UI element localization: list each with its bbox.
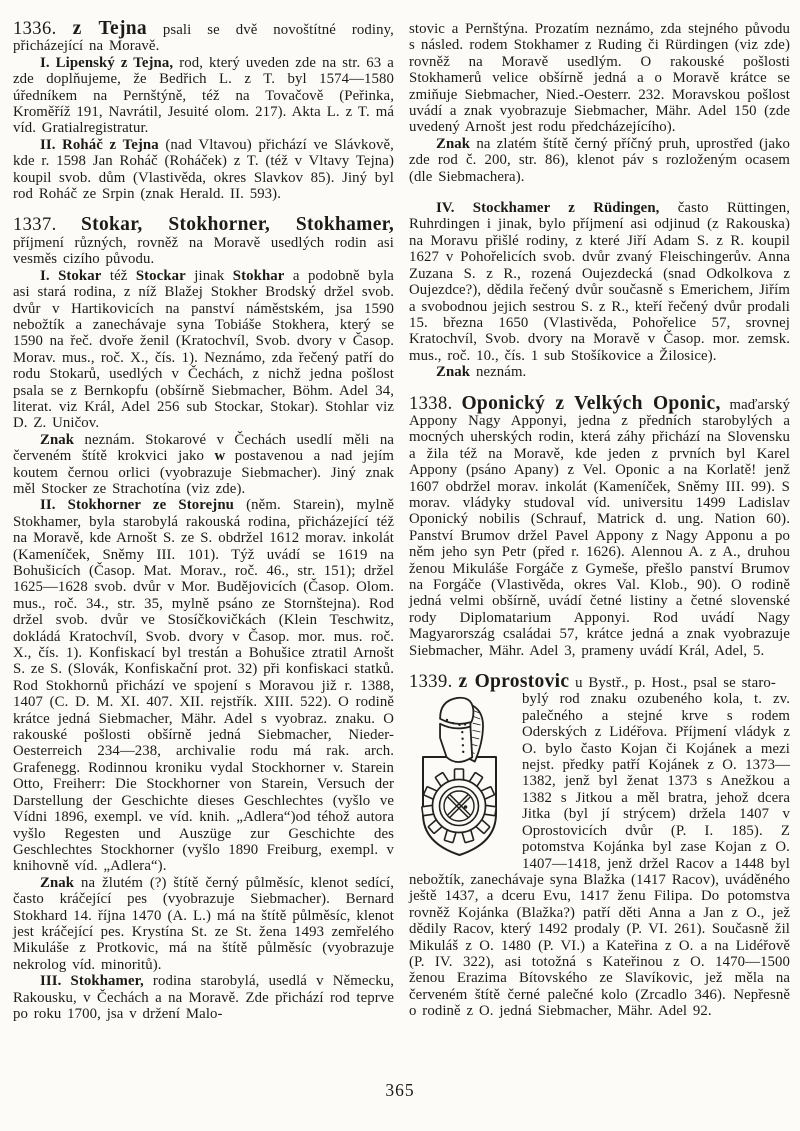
paragraph-znak: [13, 875, 394, 973]
paragraph-text: často Rüttingen, Ruhrdingen i jinak, bylo příjmení asi odjinud (z Rakouska) na Moravu přišlé rodiny, z které Jiří Adam S. z R. koupil 1627 v Pohořelicích svob. dvůr zvaný Fleischingerův. Anna Zuzana S. z R., rozená Oujezdecká (snad Odkolkova z Oujezdce?), dědila řečený dvůr současně s Emerichem, Jiřím a svobodnou jejich sestrou S. z R., kteří řečený dvůr prodali 15. března 1650 (Vlastivěda, Pohořelice 57, srovnej Kratochvíl, Svob. dvory na Moravě v Časop. mor. zemsk. mus., roč. 10., čís. 1 sub Stošíkovice a Žilosice).: [409, 200, 791, 364]
paragraph: [13, 973, 394, 1022]
coat-of-arms-illustration: [409, 694, 512, 866]
paragraph-lead: I. Stokar: [40, 267, 102, 284]
entry-number: 1336.: [13, 19, 57, 39]
right-column: [409, 21, 790, 1022]
paragraph-lead: IV. Stockhamer z Rüdingen,: [436, 200, 660, 217]
paragraph-text: a podobně byla asi stará rodina, z níž Blažej Stokher Brodský držel svob. dvůr v Hartikovicích na panství náměstském, jsa 1590 nebožtík a zanechávaje syna Tobiáše Stokhera, který se 1590 na řeč. dvoře ženil (Kratochvíl, Svob. dvory v Časop. Morav. mus., roč. X., čís. 1). Neznámo, zda řečený patří do rodu Stokarů, usedlých v Čechách, z nichž jedna pošlost psala se z Bernkopfu (obšírně Siebmacher, Böhm. Adel 34, literat. viz Král, Adel 256 sub Stockar, Stokar). Stohlar viz D. Z. Uničov.: [13, 267, 394, 432]
entry-number: 1337.: [13, 215, 57, 236]
paragraph-text: (něm. Starein), mylně Stokhamer, byla starobylá rakouská rodina, přicházející též na Moravě, kde Arnošt S. ze S. obdržel 1612 morav. inkolát (Kameníček, Sněmy III. 101). Týž uvádí se 1619 na Bohušicích (Časop. Mat. Morav., roč. 46., str. 151); držel 1625—1628 svob. dvůr v Mor. Budějovicích (Časop. Olom. mus., roč. 34., str. 35, mylně psáno ze Stornštejna). Rod držel svob. dvůr ve Stosíčkovičkách (Klein Teschwitz, dokládá Kratochvíl, Svob. dvory v Časop. mor. mus. roč. X., čís. 1). Konfiskací byl trestán a Bohušice ztratil Arnošt S. ze S. (Slovák, Konfiskační prot. 32) při konfiskaci statků. Rod Stokhornů přichází ve spojení s Moravou již r. 1388, 1407 (C. D. M. XI. 407. XII. rejstřík. XIII. 522). O rodině krátce jedná Siebmacher, Mähr. Adel s vyobraz. znaku. O rakouské pošlosti obšírně jedná Siebmacher, Nieder-Oesterreich 234—238, archivalie rodu má rak. arch. Grafenegg. Rodinnou kroniku vydal Stockhorner v. Starein Otto, Freiherr: Die Stockhorner von Starein, Versuch der Darstellung der Geschichte dieses Geschlechtes (vyšlo ve Vídni 1896, exempl. ve víd. knih. „Adlera“)od téhož autora vyšlo Regesten und Auszüge zur Geschichte des Geschlechtes Stockhorner (vyšlo 1890 Freiburg, exempl. v knihovně víd. „Adlera“).: [13, 497, 394, 875]
paragraph: [409, 200, 790, 364]
paragraph-text: neznám. Stokarové v Čechách usedlí měli na červeném štítě krokvici jako: [13, 431, 394, 465]
great-helm: [436, 696, 486, 765]
entry-title: z Oprostovic: [458, 671, 570, 693]
left-column: [13, 18, 394, 1022]
entry-title: Stokar, Stokhorner, Stokhamer,: [81, 214, 394, 236]
paragraph: [13, 497, 394, 874]
paragraph-znak: [409, 136, 790, 185]
entry-1336-heading: [13, 18, 394, 55]
paragraph-lead: II. Roháč z Tejna: [40, 136, 159, 153]
paragraph-text: (nad Vltavou) přichází ve Slávkově, kde r. 1598 Jan Roháč (Roháček) z T. (též v Vltavy Tejna) koupil svob. dům (Vlastivěda, okres Slavkov 85). Jiný byl rod Roháč ze Srpin (znak Herald. II. 593).: [13, 136, 394, 203]
paragraph-text: stovic a Pernštýna. Prozatím neznámo, zda stejného původu s násled. rodem Stokhamer z Ruding či Rürdingen (viz zde) rovněž na Moravě usedlým. O rakouské pošlosti Stokhamerů velice obšírně jedná a o Moravě krátce se zmiňuje Siebmacher, Nied.-Oesterr. 232. Moravskou pošlost uvádí a znak vyobrazuje Siebmacher, Mähr. Adel 150 (zde uvedený Arnošt jest rodu předcházejícího).: [409, 21, 790, 136]
entry-number: 1338.: [409, 393, 453, 414]
paragraph-text: na žlutém (?) štítě černý půlměsíc, klenot sedící, často kráčející pes (vyobrazuje Siebmacher). Bernard Stokhard 14. října 1470 (A. L.) má na štítě půlměsíc, klenot jest kráčející pes. Krystína St. ze St. žena 1493 zemřelého Mikuláše z Protkovic, má na štítě půlměsíc (vyobrazuje nekrolog víd. minoritů).: [13, 874, 394, 973]
entry-title: Oponický z Velkých Oponic,: [461, 392, 721, 414]
entry-1336: [13, 18, 394, 203]
name-variant: Stockar: [135, 267, 186, 284]
entry-1339: [409, 671, 790, 1020]
entry-intro: psali se dvě novoštítné rodiny, přicházející na Moravě.: [13, 22, 394, 55]
entry-1339-heading: [409, 671, 790, 693]
continuation-paragraph: [409, 21, 790, 136]
name-variant: Stokhar: [232, 267, 285, 284]
paragraph-text: postavenou a nad jejím koutem černou orlici (vyobrazuje Siebmacher). Jiný znak měl Stocker ze Strachotína (viz zde).: [13, 448, 394, 497]
paragraph-znak: [409, 364, 790, 380]
paragraph-lead: Znak: [436, 364, 471, 381]
paragraph-text: na zlatém štítě černý příčný pruh, uprostřed (jako zde rod č. 200, str. 86), klenot páv s rozloženým ocasem (dle Siebmachera).: [409, 135, 790, 185]
paragraph-text: neznám.: [475, 364, 527, 381]
paragraph-lead: Znak: [40, 874, 75, 891]
entry-1337-heading: [13, 214, 394, 268]
page-number: 365: [385, 1080, 415, 1100]
paragraph-lead: Znak: [436, 135, 471, 152]
paragraph-text: jinak: [194, 267, 225, 284]
entry-1338: [409, 392, 790, 660]
paragraph: [13, 137, 394, 203]
paragraph-lead: Znak: [40, 431, 75, 448]
entry-intro: u Bystř., p. Host., psal se staro-: [575, 675, 776, 692]
paragraph-znak: [13, 432, 394, 498]
entry-1339-body: [409, 691, 790, 1019]
paragraph-lead: III. Stokhamer,: [40, 973, 144, 990]
paragraph-text: též: [109, 267, 128, 284]
entry-1338-heading: [409, 392, 790, 660]
paragraph-text: rodina starobylá, usedlá v Německu, Rakousku, v Čechách a na Moravě. Zde přichází rod teprve po roku 1700, jsa v držení Malo-: [13, 973, 394, 1022]
entry-number: 1339.: [409, 672, 453, 693]
paragraph-lead: II. Stokhorner ze Storejnu: [40, 497, 234, 514]
paragraph: [13, 268, 394, 432]
entry-intro: maďarský Appony Nagy Apponyi, jedna z předních starobylých a mocných uherských rodin, která záhy přichází na Slovensku a žila též na Moravě, kde jeden z prvních byl Karel Appony (psáno Apany) z Vel. Oponic a na Korlatě! jenž 1607 obdržel morav. inkolát (Kameníček, Sněmy III. 99). S morav. vládyky studoval víd. universitu 1499 Ladislav Oponický nobilis (Schrauf, Matrick d. ung. Nation 60). Panství Brumov držel Pavel Appony z Nagy Apponu a po něm jeho syn Petr (před r. 1626). Alennou A. z A., druhou ženou Mikuláše Forgáče z Gymeše, přešlo panství Brumov na Forgáče (Vlastivěda, okres Val. Klob., 90). O rodině jedná velmi obšírně, uvádí četné listiny a četné slovenské rody Diplomatarium Apponyi. Rod uvádí Nagy Magyarország családai 57, krátce jedná a znak vyobrazuje Siebmacher, Mähr. Adel 3, prameny uvádí Král, Adel, 5.: [409, 396, 790, 659]
chevron-mark-glyph: w: [214, 448, 225, 465]
paragraph-lead: I. Lipenský z Tejna,: [40, 54, 174, 71]
entry-title: z Tejna: [72, 18, 147, 39]
entry-1337: [13, 214, 394, 1022]
paragraph: [13, 55, 394, 137]
entry-intro: příjmení různých, rovněž na Moravě usedlých rodin asi vesměs cizího původu.: [13, 234, 394, 268]
paragraph-text: bylý rod znaku ozubeného kola, t. zv. palečného a stejné krve s rodem Oderských z Lidéřova. Příjmení vládyk z O. bylo často Kojan či Kojánek a mezi nejst. předky patří Kojánek z O. 1373—1382, jenž byl ženat 1373 s Anežkou a 1382 s Jitkou a měl bratra, jehož dcera Jitka (byl jí strýcem) držela 1407 v Oprostovicích dvůr (P. I. 185). Z potomstva Kojánka byl zase Kojan z O. 1407—1418, jenž držel Racov a 1448 byl nebožtík, zanechávaje syna Blažka (1417 Racov), uváděného ještě 1437, a dceru Evu, 1417 ženu Filipa. Do potomstva rovněž Kojánka (Blažka?) patří děti Anna a Jan z O., jež dědily Racov, který 1492 prodaly (P. VI. 261). Současně žil Mikuláš z O. 1480 (P. VI.) a Kateřina z O. a na Lidéřově (P. IV. 322), asi totožná s Kateřinou z O. 1470—1500 ženou Erazima Bítovského ze Slavíkovic, jež měla na červeném štítě černé palečné kolo (Zrcadlo 346). Nepřesně o rodině z O. jedná Siebmacher, Mähr. Adel 92.: [409, 691, 790, 1020]
paragraph-text: rod, který uveden zde na str. 63 a zde doplňujeme, že Bedřich L. z T. byl 1574—1580 úředníkem na Pernštýně, též na Tovačově (Peřinka, Kroměříž 191, Navrátil, Jesuité olom. 217). Akta L. z T. má víd. Gratialregistratur.: [13, 54, 394, 137]
